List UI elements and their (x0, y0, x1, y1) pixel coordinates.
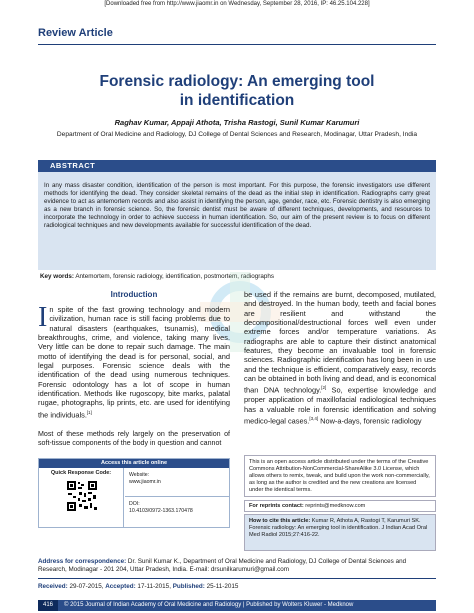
citation-label: How to cite this article: (249, 518, 311, 524)
intro-heading: Introduction (110, 290, 158, 299)
header-rule (38, 44, 436, 45)
right-ref-2[interactable]: [3,4] (309, 415, 319, 421)
abstract-heading: ABSTRACT (38, 160, 436, 172)
reprints-email[interactable]: reprints@medknow.com (303, 503, 366, 509)
intro-paragraph (38, 302, 230, 420)
authors: Raghav Kumar, Appaji Athota, Trisha Rastogi, Sunil Kumar Karumuri (114, 118, 360, 127)
page-number: 416 (38, 600, 58, 611)
doi-link[interactable]: 10.4103/0972-1363.170478 (129, 507, 193, 514)
website-cell (125, 468, 229, 497)
download-note: [Downloaded free from http://www.jiaomr.in on Wednesday, September 28, 2016, IP: 46.25.104.228] (104, 1, 370, 7)
right-text-2: So, expertise knowledge and proper application of maxillofacial radiological techniques has a valuable role in forensic identification and solving medico-legal cases. (244, 385, 436, 426)
keywords-label: Key words: (40, 273, 74, 280)
second-paragraph: Most of these methods rely largely on the preservation of soft-tissue components of the body in question and cannot (38, 429, 230, 447)
license-box: This is an open access article distributed under the terms of the Creative Commons Attribution-NonCommercial-ShareAlike 3.0 License, which allows others to remix, tweak, and build upon the work non-commercially, as long as the author is credited and the new creations are licensed under the identical terms. (244, 455, 436, 497)
correspondence-label: Address for correspondence: (38, 558, 127, 565)
page-footer (38, 600, 436, 611)
article-type (38, 27, 113, 39)
correspondence-text: Dr. Sunil Kumar K., Department of Oral Medicine and Radiology, DJ College of Dental Sciences and Research, Modinagar - 201 204, Uttar Pradesh, India. E-mail: drsunilkarumuri@gmail.com (38, 558, 407, 573)
access-title: Access this article online (39, 459, 229, 468)
left-column (38, 290, 230, 448)
published-label: Published: (172, 583, 205, 590)
citation-text: Kumar R, Athota A, Rastogi T, Karumuri SK. Forensic radiology: An emerging tool in identification. J Indian Acad Oral Med Radiol 2015;27:416-22. (249, 518, 428, 538)
received-label: Received: (38, 583, 68, 590)
qr-cell (39, 468, 124, 527)
published-date: 25-11-2015 (204, 583, 239, 590)
right-ref-1[interactable]: [2] (321, 385, 327, 391)
received-date: 29-07-2015 (67, 583, 102, 590)
right-text-3: Now-a-days, forensic radiology (318, 416, 422, 426)
article-type-bold: Review (38, 27, 76, 39)
article-dates: Received: 29-07-2015, Accepted: 17-11-2015, Published: 25-11-2015 (38, 583, 239, 590)
affiliation: Department of Oral Medicine and Radiology, DJ College of Dental Sciences and Research, Modinagar, Uttar Pradesh, India (56, 131, 418, 138)
right-column-text (244, 290, 436, 426)
doi-label: DOI: (129, 501, 140, 507)
drop-cap: I (38, 302, 48, 333)
article-title (38, 72, 436, 110)
qr-code-icon[interactable] (66, 480, 98, 512)
title-line-1: Forensic radiology: An emerging tool (99, 73, 375, 90)
website-link[interactable]: www.jiaomr.in (129, 478, 161, 485)
intro-text: n spite of the fast growing technology and modern civilization, human race is still facing problems due to natural disasters (earthquakes, tsunamis), medical breakthroughs, crime, and violence, taking many lives. Very little can be done to repair such damage. The main motto of identifying the dead is for personal, social, and legal purposes. Forensic science deals with the identification of the dead using numerous techniques. Forensic odontology has a lot of scope in human identification. Methods like rugoscopy, bite marks, palatal rugae, photographs, lip prints, etc. are used for identifying the individuals. (38, 305, 230, 420)
right-column (244, 290, 436, 426)
access-online-box (38, 458, 230, 528)
reprints-box (244, 500, 436, 512)
title-line-2: in identification (179, 92, 295, 109)
website-label: Website: (129, 472, 150, 478)
abstract-text: In any mass disaster condition, identification of the person is most important. For this purpose, the forensic investigators use different methods for identifying the dead. They consider skeletal remains of the dead as the initial step in identification. Radiographs carry great evidence to act as antemortem records and also assist in identifying the person, age, gender, race, etc. Forensic dentistry is also emerging as a new branch in forensic science. So, the forensic dentist must be aware of different techniques, developments, and resources to incorporate the technology in order to achieve success in human identification. So, our aim of the present review is to focus on different radiological techniques and new developments available for successful identification of the dead. (38, 172, 436, 270)
accepted-date: 17-11-2015 (135, 583, 170, 590)
accepted-label: Accepted: (105, 583, 136, 590)
intro-ref[interactable]: [1] (86, 409, 92, 415)
qr-label: Quick Response Code: (50, 470, 112, 476)
article-type-rest: Article (75, 27, 113, 39)
keywords-list: Antemortem, forensic radiology, identification, postmortem, radiographs (73, 273, 275, 280)
citation-box (244, 514, 436, 551)
correspondence (38, 558, 436, 574)
footer-text: © 2015 Journal of Indian Academy of Oral Medicine and Radiology | Published by Wolters Kluwer - Medknow (64, 602, 354, 608)
doi-cell (125, 497, 229, 527)
correspondence-rule (38, 578, 436, 579)
right-text-1: be used if the remains are burnt, decomposed, mutilated, and destroyed. In the human body, teeth and facial bones are resilient and withstand the decompositional/destructional forces well even under extreme forces and/or temperature variations. As radiographs are able to capture their distinct anatomical features, they become an invaluable tool in forensic sciences. Radiographic identification has long been in use and the technique is efficient, comparatively easy, records can be obtained in both living and dead, and is economical than DNA technology. (244, 290, 436, 395)
reprints-label: For reprints contact: (249, 503, 304, 509)
